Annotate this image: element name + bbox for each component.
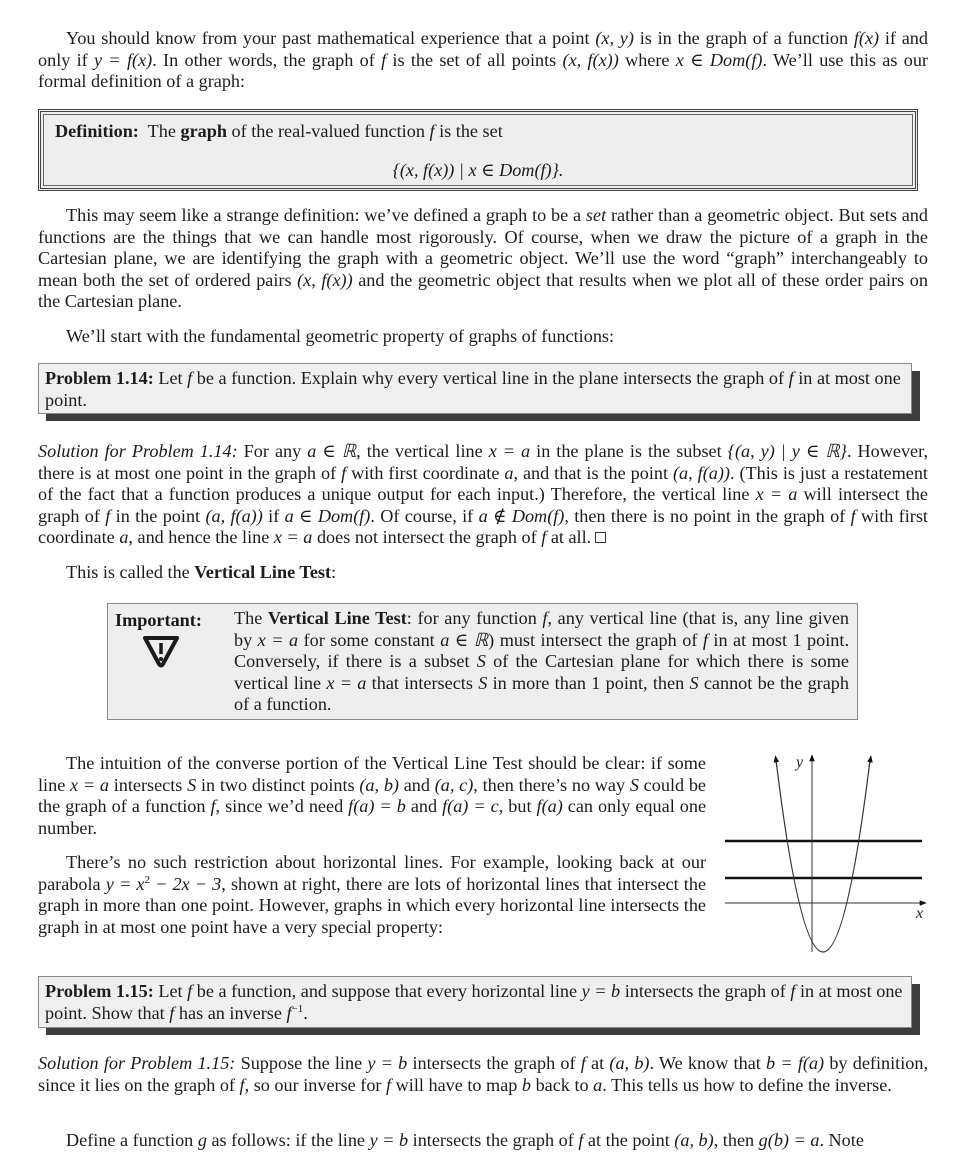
important-text: The Vertical Line Test: for any function f, any vertical line (that is, any line given by x = a for some constant a ∈ ℝ) must intersect the graph of f in at most 1 point. Conversely, if there is a subset S of the Cartesian plane for which there is some vertical line x = a that intersects S in more than 1 point, then S cannot be the graph of a function. (234, 608, 849, 715)
intro-paragraph: You should know from your past mathematical experience that a point (x, y) is in the graph of a function f(x) if and only if y = f(x). In other words, the graph of f is the set of all points (x, f(x)) where x ∈ Dom(f). We’ll use this as our formal definition of a graph: (38, 28, 928, 92)
warning-triangle-icon (142, 634, 180, 668)
problem-label: Problem 1.14: (45, 368, 154, 388)
definition-set-formula: {(x, f(x)) | x ∈ Dom(f)}. (392, 160, 564, 180)
definition-text: Definition: The graph of the real-valued function f is the set (55, 121, 503, 141)
paragraph-intuition: The intuition of the converse portion of the Vertical Line Test should be clear: if some line x = a intersects S in two distinct points (a, b) and (a, c), then there’s no way S could be the graph of a function f, since we’d need f(a) = b and f(a) = c, but f(a) can only equal one number. (38, 753, 707, 838)
solution-label: Solution for Problem 1.14: (38, 441, 238, 461)
problem-label: Problem 1.15: (45, 981, 154, 1001)
important-label: Important: (115, 610, 202, 630)
problem-1-15-box: Problem 1.15: Let f be a function, and suppose that every horizontal line y = b intersects the graph of f in at most one point. Show that f has an inverse $f^{-1}$. (38, 976, 912, 1028)
problem-1-14-box: Problem 1.14: Let f be a function. Explain why every vertical line in the plane intersects the graph of f in at most one point. (38, 363, 912, 414)
y-axis-label: y (796, 754, 804, 771)
solution-1-14: Solution for Problem 1.14: For any a ∈ ℝ, the vertical line x = a in the plane is the subset {(a, y) | y ∈ ℝ}. However, there is at most one point in the graph of f with first coordinate a, and that is the point (a, f(a)). (This is just a restatement of the fact that a function produces a unique output for each input.) Therefore, the vertical line x = a will intersect the graph of f in the point (a, f(a)) if a ∈ Dom(f). Of course, if a ∉ Dom(f), then there is no point in the graph of f with first coordinate a, and hence the line x = a does not intersect the graph of f at all. (38, 441, 928, 548)
important-box (107, 603, 858, 720)
solution-1-15: Solution for Problem 1.15: Suppose the line y = b intersects the graph of f at (a, b). We know that b = f(a) by definition, since it lies on the graph of f, so our inverse for f will have to map b back to a. This tells us how to define the inverse. (38, 1053, 928, 1095)
paragraph-define-g: Define a function g as follows: if the line y = b intersects the graph of f at the point (a, b), then g(b) = a. Note (66, 1130, 864, 1150)
definition-label: Definition: (55, 121, 139, 141)
paragraph-horizontal-lines: There’s no such restriction about horizontal lines. For example, looking back at our parabola $y = x^2 - 2x - 3$, shown at right, there are lots of horizontal lines that intersect the graph in more than one point. However, graphs in which every horizontal line intersects the graph in at most one point have a very special property: (38, 852, 707, 937)
definition-box (38, 109, 918, 191)
parabola-graph (715, 740, 945, 960)
solution-label: Solution for Problem 1.15: (38, 1053, 236, 1073)
paragraph-strange-definition: This may seem like a strange definition: we’ve defined a graph to be a set rather than a geometric object. But sets and functions are the things that we can handle most rigorously. Of course, when we draw the picture of a graph in the Cartesian plane, we are identifying the graph with a geometric object. We’ll use the word “graph” interchangeably to mean both the set of ordered pairs (x, f(x)) and the geometric object that results when we plot all of these order pairs on the Cartesian plane. (38, 205, 928, 312)
x-axis-label: x (916, 905, 924, 922)
parabola-curve (776, 760, 870, 952)
qed-square-icon (595, 532, 606, 543)
paragraph-start: We’ll start with the fundamental geometric property of graphs of functions: (66, 326, 615, 346)
paragraph-called: This is called the Vertical Line Test: (66, 562, 337, 582)
